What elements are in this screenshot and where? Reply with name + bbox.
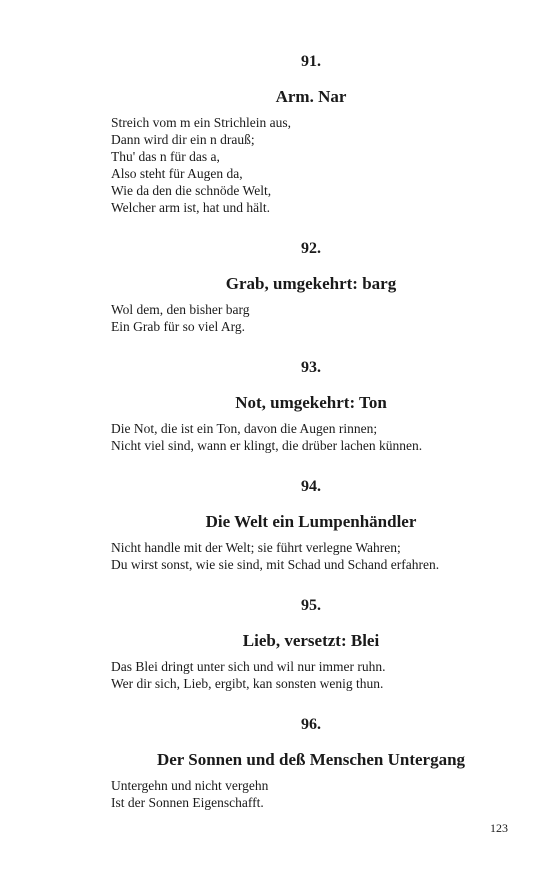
poem-number: 92. <box>301 240 321 257</box>
verse-line: Wie da den die schnöde Welt, <box>111 183 272 198</box>
poem-number: 96. <box>301 716 321 733</box>
poem-title: Not, umgekehrt: Ton <box>235 393 387 412</box>
poem-number: 94. <box>301 478 321 495</box>
verse-line: Dann wird dir ein n drauß; <box>111 132 255 147</box>
poem-93 <box>111 358 511 454</box>
poem-title: Lieb, versetzt: Blei <box>242 631 380 650</box>
poem-lines <box>111 420 511 454</box>
poem-lines <box>111 777 511 811</box>
poem-lines <box>111 114 511 216</box>
verse-line: Ein Grab für so viel Arg. <box>111 319 245 334</box>
poem-number: 91. <box>301 53 321 70</box>
verse-line: Wer dir sich, Lieb, ergibt, kan sonsten wenig thun. <box>111 676 384 691</box>
poem-title: Grab, umgekehrt: barg <box>225 274 397 293</box>
verse-line: Nicht viel sind, wann er klingt, die drüber lachen künnen. <box>111 438 423 453</box>
poem-title: Der Sonnen und deß Menschen Untergang <box>156 750 466 769</box>
verse-line: Welcher arm ist, hat und hält. <box>111 200 270 215</box>
poem-title: Arm. Nar <box>275 87 347 106</box>
poem-92 <box>111 239 511 335</box>
poem-lines <box>111 658 511 692</box>
poem-number: 93. <box>301 359 321 376</box>
verse-line: Thu' das n für das a, <box>111 149 220 164</box>
page-number: 123 <box>490 821 508 835</box>
poem-title: Die Welt ein Lumpenhändler <box>205 512 417 531</box>
poem-lines <box>111 539 511 573</box>
verse-line: Also steht für Augen da, <box>111 166 243 181</box>
verse-line: Untergehn und nicht vergehn <box>111 778 269 793</box>
verse-line: Nicht handle mit der Welt; sie führt verlegne Wahren; <box>111 540 401 555</box>
poem-95 <box>111 596 511 692</box>
verse-line: Du wirst sonst, wie sie sind, mit Schad und Schand erfahren. <box>111 557 440 572</box>
poem-number: 95. <box>301 597 321 614</box>
verse-line: Ist der Sonnen Eigenschafft. <box>111 795 264 810</box>
verse-line: Streich vom m ein Strichlein aus, <box>111 115 291 130</box>
poem-96 <box>111 715 511 811</box>
verse-line: Das Blei dringt unter sich und wil nur immer ruhn. <box>111 659 386 674</box>
poem-lines <box>111 301 511 335</box>
verse-line: Die Not, die ist ein Ton, davon die Augen rinnen; <box>111 421 378 436</box>
poem-94 <box>111 477 511 573</box>
poem-91 <box>111 52 511 216</box>
verse-line: Wol dem, den bisher barg <box>111 302 250 317</box>
page-content <box>111 52 511 834</box>
